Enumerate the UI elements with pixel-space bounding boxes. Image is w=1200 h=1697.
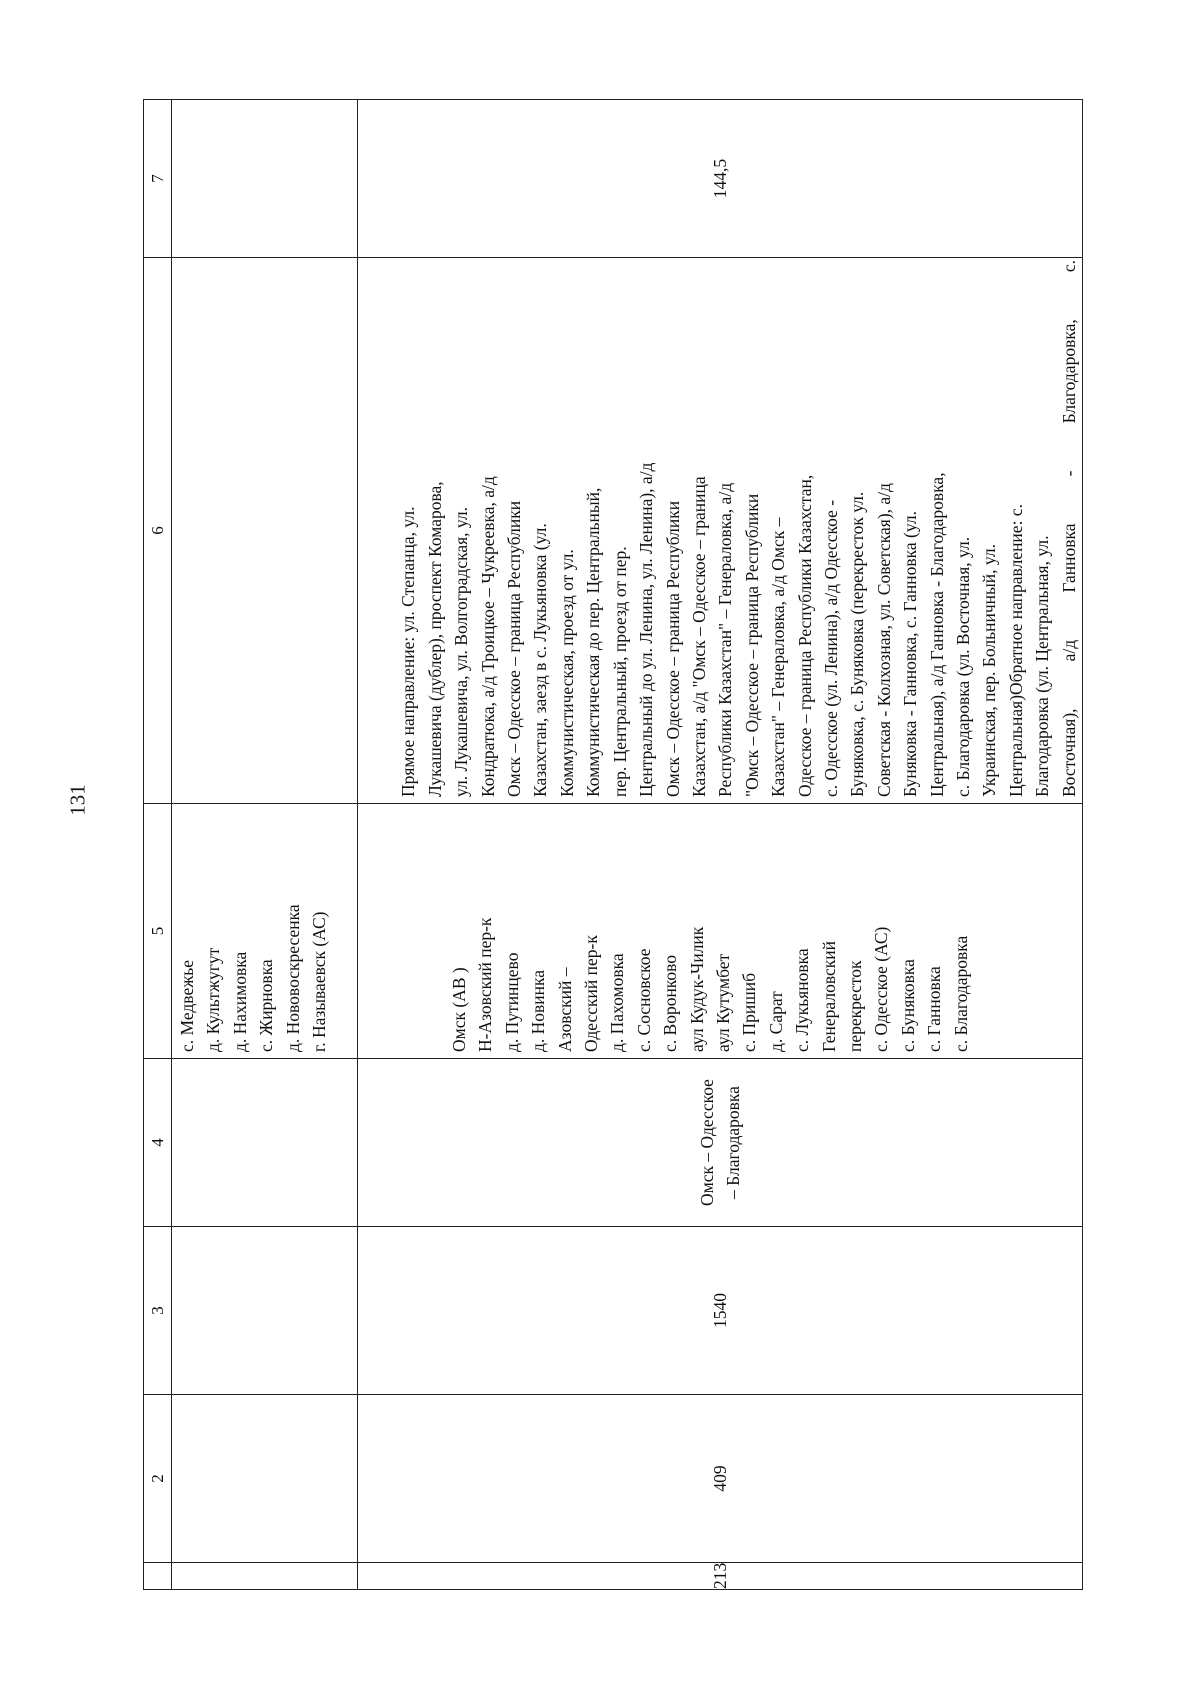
- route-value: 1540: [358, 1227, 1083, 1395]
- route-name-line: Омск – Одесское: [697, 1079, 717, 1206]
- header-cell-1: [144, 1563, 172, 1590]
- route-path-line: Центральная), а/д Ганновка - Благодаровка,: [926, 472, 947, 797]
- stop-item: Одесский пер-к: [580, 935, 601, 1052]
- stop-item: с. Одесское (АС): [871, 926, 892, 1052]
- page-number: 131: [65, 784, 90, 816]
- stop-item: перекресток: [844, 960, 865, 1052]
- stop-item: аул Кутумбет: [712, 953, 733, 1052]
- cell-r1-c7: [172, 100, 358, 258]
- stop-item: д. Культжугут: [203, 947, 224, 1052]
- header-cell-5: 5: [144, 804, 172, 1059]
- route-path-line: Коммунистическая, проезд от ул.: [556, 549, 577, 797]
- stop-item: с. Жирновка: [256, 959, 277, 1052]
- route-name-line: – Благодаровка: [723, 1086, 743, 1199]
- route-path-line: Советская - Колхозная, ул. Советская), а/д: [873, 483, 894, 797]
- route-path-line: Омск – Одесское – граница Республики: [662, 500, 683, 797]
- header-cell-2: 2: [144, 1395, 172, 1563]
- route-path-line: Восточная), а/д Ганновка - Благодаровка, с.: [1058, 260, 1079, 797]
- route-code: 409: [358, 1395, 1083, 1563]
- header-cell-6: 6: [144, 258, 172, 804]
- route-path-line: Лукашевича (дублер), проспект Комарова,: [424, 481, 445, 797]
- route-path-line: Центральная)Обратное направление: с.: [1005, 504, 1026, 797]
- route-path-line: пер. Центральный, проезд от пер.: [609, 546, 630, 797]
- route-path-line: "Омск – Одесское – граница Республики: [741, 493, 762, 797]
- header-cell-4: 4: [144, 1059, 172, 1227]
- stop-item: с. Благодаровка: [950, 935, 971, 1052]
- route-path-line: Коммунистическая до пер. Центральный,: [583, 487, 604, 797]
- cell-r1-c2: [172, 1395, 358, 1563]
- stop-item: д. Пахомовка: [607, 953, 628, 1052]
- stop-item: с. Ганновка: [924, 966, 945, 1052]
- route-path-line: Одесское – граница Республики Казахстан,: [794, 474, 815, 797]
- route-path-description: [358, 258, 1083, 804]
- stop-item: д. Нововоскресенка: [282, 904, 303, 1052]
- header-cell-7: 7: [144, 100, 172, 258]
- route-path-line: Республики Казахстан" – Генераловка, а/д: [715, 482, 736, 797]
- route-path-line: с. Благодаровка (ул. Восточная, ул.: [952, 536, 973, 797]
- route-name: [358, 1059, 1083, 1227]
- route-path-line: Благодаровка (ул. Центральная, ул.: [1032, 535, 1053, 797]
- route-path-line: Казахстан, заезд в с. Лукьяновка (ул.: [530, 523, 551, 797]
- route-path-line: с. Одесское (ул. Ленина), а/д Одесское -: [820, 499, 841, 797]
- stop-item: с. Буняковка: [897, 959, 918, 1052]
- route-path-line: ул. Лукашевича, ул. Волгоградская, ул.: [451, 507, 472, 797]
- route-distance: 144,5: [358, 100, 1083, 258]
- stop-item: с. Сосновское: [633, 948, 654, 1052]
- route-path-line: Кондратюка, а/д Троицкое – Чукреевка, а/д: [477, 476, 498, 797]
- route-path-line: Казахстан, а/д "Омск – Одесское – граница: [688, 476, 709, 797]
- stop-item: с. Воронково: [660, 954, 681, 1052]
- stop-item: Омск (АВ ): [448, 967, 469, 1052]
- route-path-line: Казахстан" – Генераловка, а/д Омск –: [768, 517, 789, 797]
- stop-item: аул Кудук-Чилик: [686, 926, 707, 1052]
- stop-item: с. Лукьяновка: [792, 948, 813, 1052]
- stop-item: Азовский –: [554, 967, 575, 1052]
- route-table: [143, 99, 1083, 1590]
- stop-item: д. Сарат: [765, 991, 786, 1052]
- stop-item: с. Пришиб: [739, 972, 760, 1052]
- header-cell-3: 3: [144, 1227, 172, 1395]
- cell-r1-c4: [172, 1059, 358, 1227]
- stop-item: Генераловский: [818, 941, 839, 1052]
- stop-item: г. Называевск (АС): [309, 911, 330, 1052]
- route-path-line: Омск – Одесское – граница Республики: [504, 500, 525, 797]
- cell-r1-c3: [172, 1227, 358, 1395]
- rotated-table-container: [143, 100, 1078, 1590]
- route-path-line: Украинская, пер. Больничный, ул.: [979, 544, 1000, 797]
- stop-item: д. Нахимовка: [229, 951, 250, 1052]
- stop-item: д. Путинцево: [501, 952, 522, 1052]
- route-path-line: Прямое направление: ул. Степанца, ул.: [398, 506, 419, 797]
- route-path-line: Буняковка, с. Буняковка (перекресток ул.: [847, 491, 868, 797]
- stops-list-continued: [172, 804, 358, 1059]
- table-row-route-213: [358, 100, 1083, 1590]
- header-row: [144, 100, 172, 1590]
- stops-list: [358, 804, 1083, 1059]
- route-path-line: Буняковка - Ганновка, с. Ганновка (ул.: [900, 511, 921, 797]
- route-number: 213: [358, 1563, 1083, 1590]
- stop-item: Н-Азовский пер-к: [475, 917, 496, 1052]
- stop-item: с. Медвежье: [177, 959, 197, 1052]
- cell-r1-c1: [172, 1563, 358, 1590]
- stop-item: д. Новинка: [528, 969, 549, 1052]
- route-path-line: Центральный до ул. Ленина, ул. Ленина), а/д: [636, 462, 657, 797]
- table-row-continuation: [172, 100, 358, 1590]
- cell-r1-c6: [172, 258, 358, 804]
